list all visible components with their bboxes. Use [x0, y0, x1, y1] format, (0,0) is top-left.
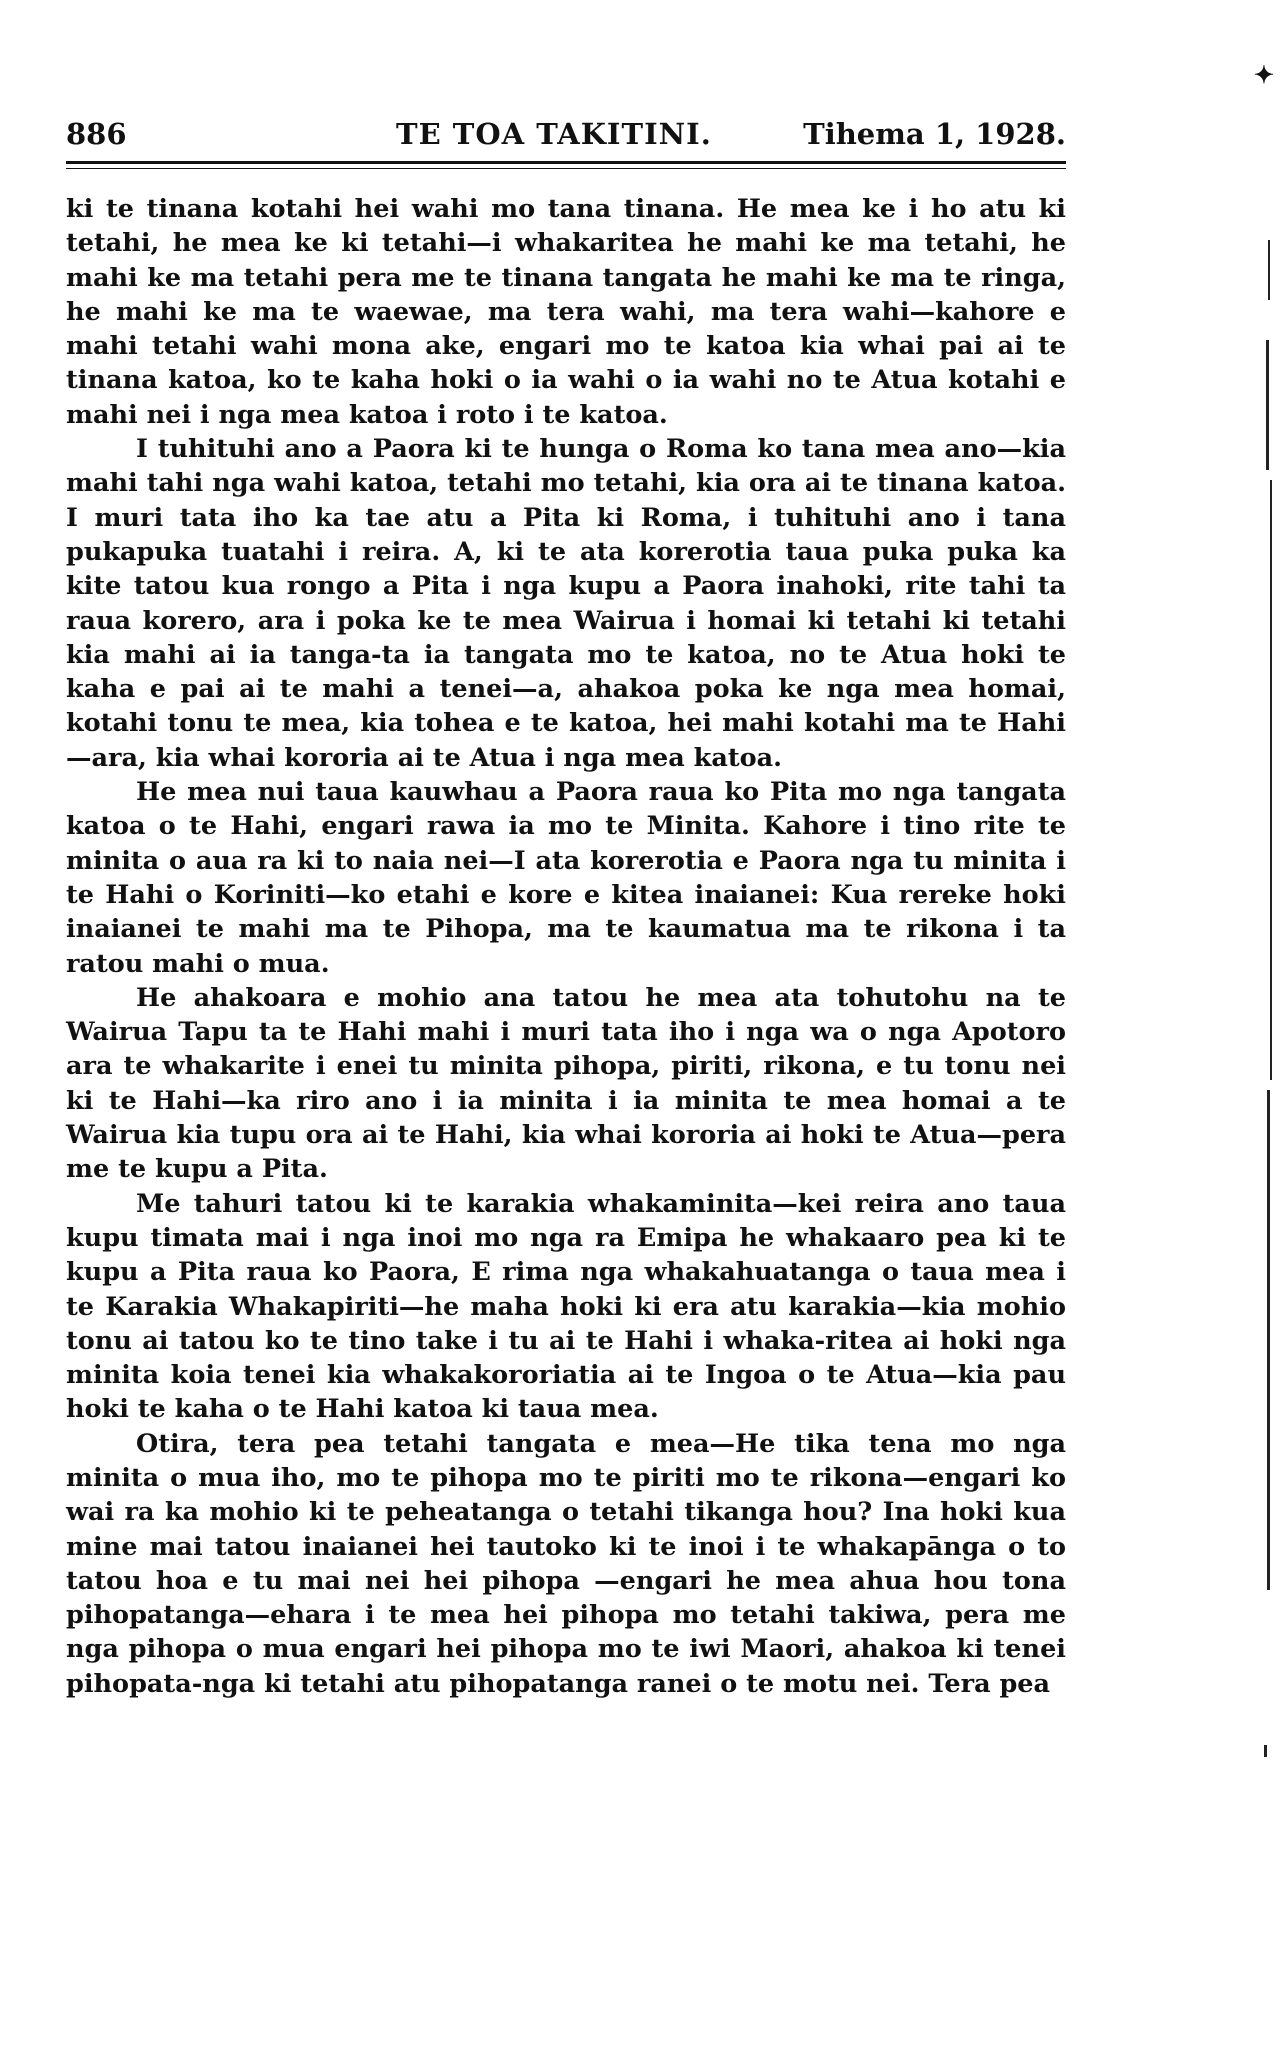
- paragraph: I tuhituhi ano a Paora ki te hunga o Roma ko tana mea ano—kia mahi tahi nga wahi katoa, tetahi mo tetahi, kia ora ai te tinana katoa. I muri tata iho ka tae atu a Pita ki Roma, i tuhituhi ano i tana pukapuka tuatahi i reira. A, ki te ata korerotia taua puka puka ka kite tatou kua rongo a Pita i nga kupu a Paora inahoki, rite tahi ta raua korero, ara i poka ke te mea Wairua i homai ki tetahi ki tetahi kia mahi ai ia tanga-ta ia tangata mo te katoa, no te Atua hoki te kaha e pai ai te mahi a tenei—a, ahakoa poka ke nga mea homai, kotahi tonu te mea, kia tohea e te katoa, hei mahi kotahi ma te Hahi—ara, kia whai kororia ai te Atua i nga mea katoa.: [66, 434, 1066, 773]
- body-text: [66, 192, 1066, 1701]
- issue-date: Tihema 1, 1928.: [803, 117, 1066, 151]
- margin-scan-mark: [1266, 340, 1269, 470]
- running-header: [66, 110, 1066, 158]
- page-number: 886: [66, 117, 127, 151]
- margin-scan-mark: [1268, 240, 1270, 300]
- margin-scan-mark: [1270, 480, 1272, 1080]
- margin-scan-mark: [1267, 1090, 1270, 1590]
- header-rule-thin: [66, 168, 1066, 169]
- header-rule-thick: [66, 161, 1066, 164]
- margin-scan-mark: [1264, 1745, 1267, 1757]
- paragraph: Me tahuri tatou ki te karakia whakaminita—kei reira ano taua kupu timata mai i nga inoi mo nga ra Emipa he whakaaro pea ki te kupu a Pita raua ko Paora, E rima nga whakahuatanga o taua mea i te Karakia Whakapiriti—he maha hoki ki era atu karakia—kia mohio tonu ai tatou ko te tino take i tu ai te Hahi i whaka-ritea ai hoki nga minita koia tenei kia whakakororiatia ai te Ingoa o te Atua—kia pau hoki te kaha o te Hahi katoa ki taua mea.: [66, 1188, 1066, 1425]
- running-title: TE TOA TAKITINI.: [396, 117, 712, 151]
- corner-mark-icon: ✦: [1253, 60, 1274, 89]
- paragraph: He ahakoara e mohio ana tatou he mea ata tohutohu na te Wairua Tapu ta te Hahi mahi i muri tata iho i nga wa o nga Apotoro ara te whakarite i enei tu minita pihopa, piriti, rikona, e tu tonu nei ki te Hahi—ka riro ano i ia minita i ia minita te mea homai a te Wairua kia tupu ora ai te Hahi, kia whai kororia ai hoki te Atua—pera me te kupu a Pita.: [66, 982, 1066, 1185]
- paragraph: ki te tinana kotahi hei wahi mo tana tinana. He mea ke i ho atu ki tetahi, he mea ke ki tetahi—i whakaritea he mahi ke ma tetahi, he mahi ke ma tetahi pera me te tinana tangata he mahi ke ma te ringa, he mahi ke ma te waewae, ma tera wahi, ma tera wahi—kahore e mahi tetahi wahi mona ake, engari mo te katoa kia whai pai ai te tinana katoa, ko te kaha hoki o ia wahi o ia wahi no te Atua kotahi e mahi nei i nga mea katoa i roto i te katoa.: [66, 194, 1066, 430]
- paragraph: Otira, tera pea tetahi tangata e mea—He tika tena mo nga minita o mua iho, mo te pihopa mo te piriti mo te rikona—engari ko wai ra ka mohio ki te peheatanga o tetahi tikanga hou? Ina hoki kua mine mai tatou inaianei hei tautoko ki te inoi i te whakapānga o to tatou hoa e tu mai nei hei pihopa —engari he mea ahua hou tona pihopatanga—ehara i te mea hei pihopa mo tetahi takiwa, pera me nga pihopa o mua engari hei pihopa mo te iwi Maori, ahakoa ki tenei pihopata-nga ki tetahi atu pihopatanga ranei o te motu nei. Tera pea: [66, 1428, 1066, 1699]
- paragraph: He mea nui taua kauwhau a Paora raua ko Pita mo nga tangata katoa o te Hahi, engari rawa ia mo te Minita. Kahore i tino rite te minita o aua ra ki to naia nei—I ata korerotia e Paora nga tu minita i te Hahi o Koriniti—ko etahi e kore e kitea inaianei: Kua rereke hoki inaianei te mahi ma te Pihopa, ma te kaumatua ma te rikona i ta ratou mahi o mua.: [66, 777, 1066, 979]
